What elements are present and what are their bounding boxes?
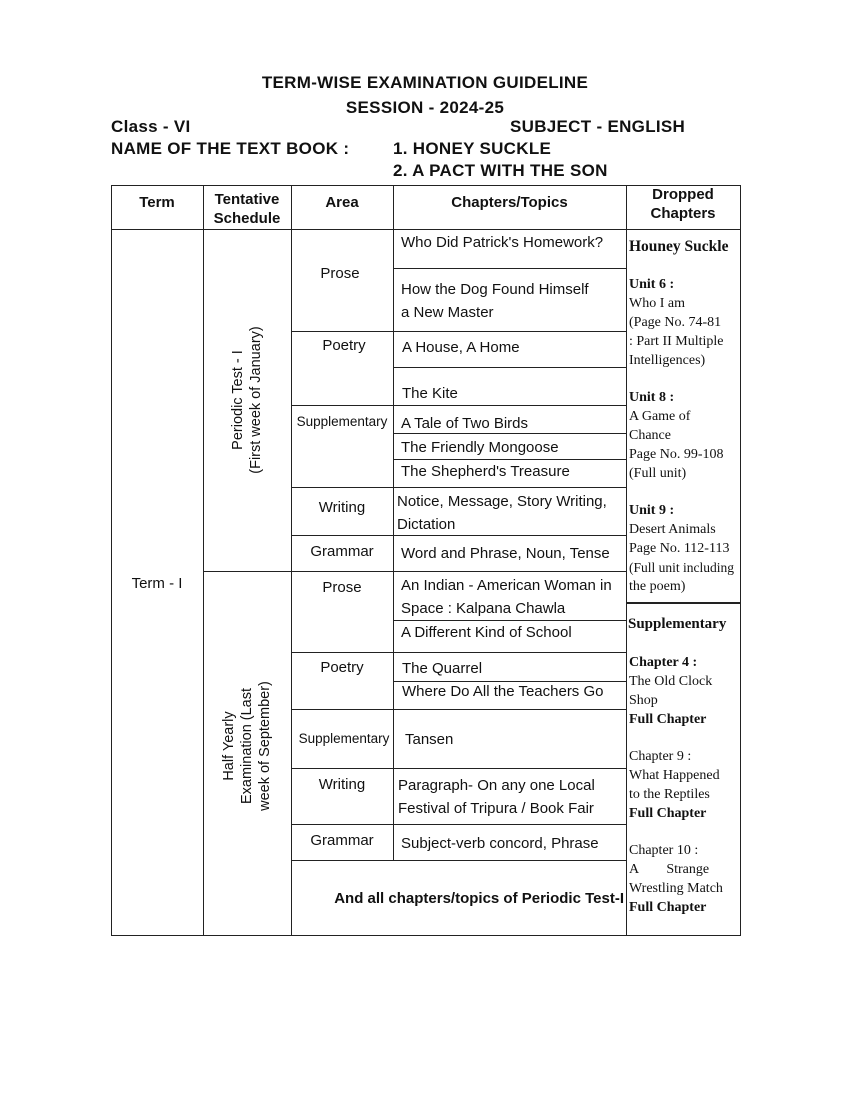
textbook-2: 2. A PACT WITH THE SON <box>393 161 608 180</box>
area-supplementary-pt1: Supplementary <box>296 414 388 429</box>
topic-hy-poetry-1: The Quarrel <box>402 660 483 677</box>
area-supplementary-hy: Supplementary <box>298 731 390 746</box>
topic-pt1-poetry-2: The Kite <box>402 385 458 402</box>
schedule-pt1-line1: Periodic Test - I <box>230 350 246 450</box>
dropped-chapter-9 <box>629 747 739 823</box>
header-schedule-line2: Schedule <box>213 210 281 227</box>
topic-pt1-grammar: Word and Phrase, Noun, Tense <box>401 545 610 562</box>
topic-hy-grammar: Subject-verb concord, Phrase <box>401 835 599 852</box>
dropped-u6-line3: : Part II Multiple <box>629 334 724 349</box>
dropped-c9-line1: What Happened <box>629 768 720 783</box>
schedule-hy-line3: week of September) <box>257 681 273 811</box>
topic-pt1-writing-a: Notice, Message, Story Writing, <box>397 493 607 510</box>
topic-pt1-supp-2: The Friendly Mongoose <box>401 439 559 456</box>
dropped-u6-line2: (Page No. 74-81 <box>629 315 722 330</box>
dropped-u8-line4: (Full unit) <box>629 466 687 481</box>
dropped-unit-6 <box>629 275 739 370</box>
area-prose-hy: Prose <box>322 579 362 596</box>
class-label: Class - VI <box>111 117 191 136</box>
dropped-c9-line3: Full Chapter <box>629 806 707 821</box>
term-label: Term - I <box>131 575 183 592</box>
topic-hy-poetry-2: Where Do All the Teachers Go <box>402 683 604 700</box>
topic-hy-prose-2: A Different Kind of School <box>401 624 572 641</box>
area-writing-hy: Writing <box>318 776 366 793</box>
session-label: SESSION - 2024-25 <box>345 98 505 117</box>
dropped-honey-suckle <box>629 237 739 256</box>
topic-pt1-poetry-1: A House, A Home <box>402 339 520 356</box>
dropped-u6-line1: Who I am <box>629 296 685 311</box>
dropped-c4-line1: The Old Clock <box>629 674 713 689</box>
dropped-chapter-4 <box>629 653 739 729</box>
area-grammar-pt1: Grammar <box>310 543 374 560</box>
topic-pt1-supp-1: A Tale of Two Birds <box>401 415 529 432</box>
dropped-c10-line1: A Strange <box>629 862 710 877</box>
dropped-u8-line2: Chance <box>629 428 671 443</box>
page-title: TERM-WISE EXAMINATION GUIDELINE <box>261 73 589 92</box>
dropped-chapter-10 <box>629 841 739 917</box>
dropped-c9-line2: to the Reptiles <box>629 787 710 802</box>
topic-hy-all-chapters: And all chapters/topics of Periodic Test-I <box>334 890 624 907</box>
schedule-hy-line1: Half Yearly <box>221 711 237 781</box>
area-poetry-pt1: Poetry <box>322 337 366 354</box>
area-poetry-hy: Poetry <box>320 659 364 676</box>
dropped-c4-title: Chapter 4 : <box>629 655 698 670</box>
dropped-c9-title: Chapter 9 : <box>629 749 692 764</box>
dropped-supplementary <box>628 615 740 634</box>
dropped-u8-line3: Page No. 99-108 <box>629 447 724 462</box>
topic-hy-writing-b: Festival of Tripura / Book Fair <box>398 800 594 817</box>
topic-hy-prose-1b: Space : Kalpana Chawla <box>401 600 566 617</box>
topic-hy-supplementary: Tansen <box>405 731 454 748</box>
textbook-label: NAME OF THE TEXT BOOK : <box>111 139 350 158</box>
topic-pt1-prose-1: Who Did Patrick's Homework? <box>401 234 604 251</box>
dropped-u9-line4: the poem) <box>629 579 686 594</box>
dropped-c4-line3: Full Chapter <box>629 712 707 727</box>
header-dropped-line1: Dropped <box>652 186 714 203</box>
schedule-half-yearly <box>220 666 274 826</box>
dropped-u9-line3: (Full unit including <box>629 560 735 575</box>
dropped-u6-title: Unit 6 : <box>629 277 675 292</box>
header-schedule-line1: Tentative <box>214 191 280 208</box>
topic-pt1-writing-b: Dictation <box>397 516 456 533</box>
topic-pt1-supp-3: The Shepherd's Treasure <box>401 463 570 480</box>
topic-pt1-prose-2a: How the Dog Found Himself <box>401 281 589 298</box>
header-dropped <box>626 185 740 223</box>
header-term: Term <box>139 194 175 211</box>
dropped-u6-line4: Intelligences) <box>629 353 706 368</box>
header-chapters: Chapters/Topics <box>451 194 568 211</box>
dropped-c10-title: Chapter 10 : <box>629 843 699 858</box>
dropped-u9-line1: Desert Animals <box>629 522 716 537</box>
dropped-u9-line2: Page No. 112-113 <box>629 541 730 556</box>
area-grammar-hy: Grammar <box>310 832 374 849</box>
schedule-hy-line2: Examination (Last <box>239 687 255 805</box>
subject-label: SUBJECT - ENGLISH <box>510 117 686 136</box>
topic-hy-prose-1a: An Indian - American Woman in <box>401 577 612 594</box>
dropped-u8-line1: A Game of <box>629 409 691 424</box>
dropped-unit-9 <box>629 501 739 596</box>
topic-pt1-prose-2b: a New Master <box>401 304 494 321</box>
topic-hy-writing-a: Paragraph- On any one Local <box>398 777 595 794</box>
dropped-honey-title: Houney Suckle <box>629 238 729 255</box>
header-area: Area <box>325 194 359 211</box>
dropped-supp-title: Supplementary <box>628 616 727 632</box>
dropped-c4-line2: Shop <box>629 693 658 708</box>
schedule-pt1-line2: (First week of January) <box>248 326 264 474</box>
dropped-unit-8 <box>629 388 739 483</box>
textbook-1: 1. HONEY SUCKLE <box>393 139 552 158</box>
dropped-u8-title: Unit 8 : <box>629 390 675 405</box>
dropped-u9-title: Unit 9 : <box>629 503 675 518</box>
dropped-c10-line2: Wrestling Match <box>629 881 723 896</box>
schedule-periodic-test <box>229 310 265 490</box>
dropped-c10-line3: Full Chapter <box>629 900 707 915</box>
header-dropped-line2: Chapters <box>650 205 716 222</box>
header-schedule <box>203 190 291 228</box>
area-writing-pt1: Writing <box>318 499 366 516</box>
area-prose-pt1: Prose <box>320 265 360 282</box>
